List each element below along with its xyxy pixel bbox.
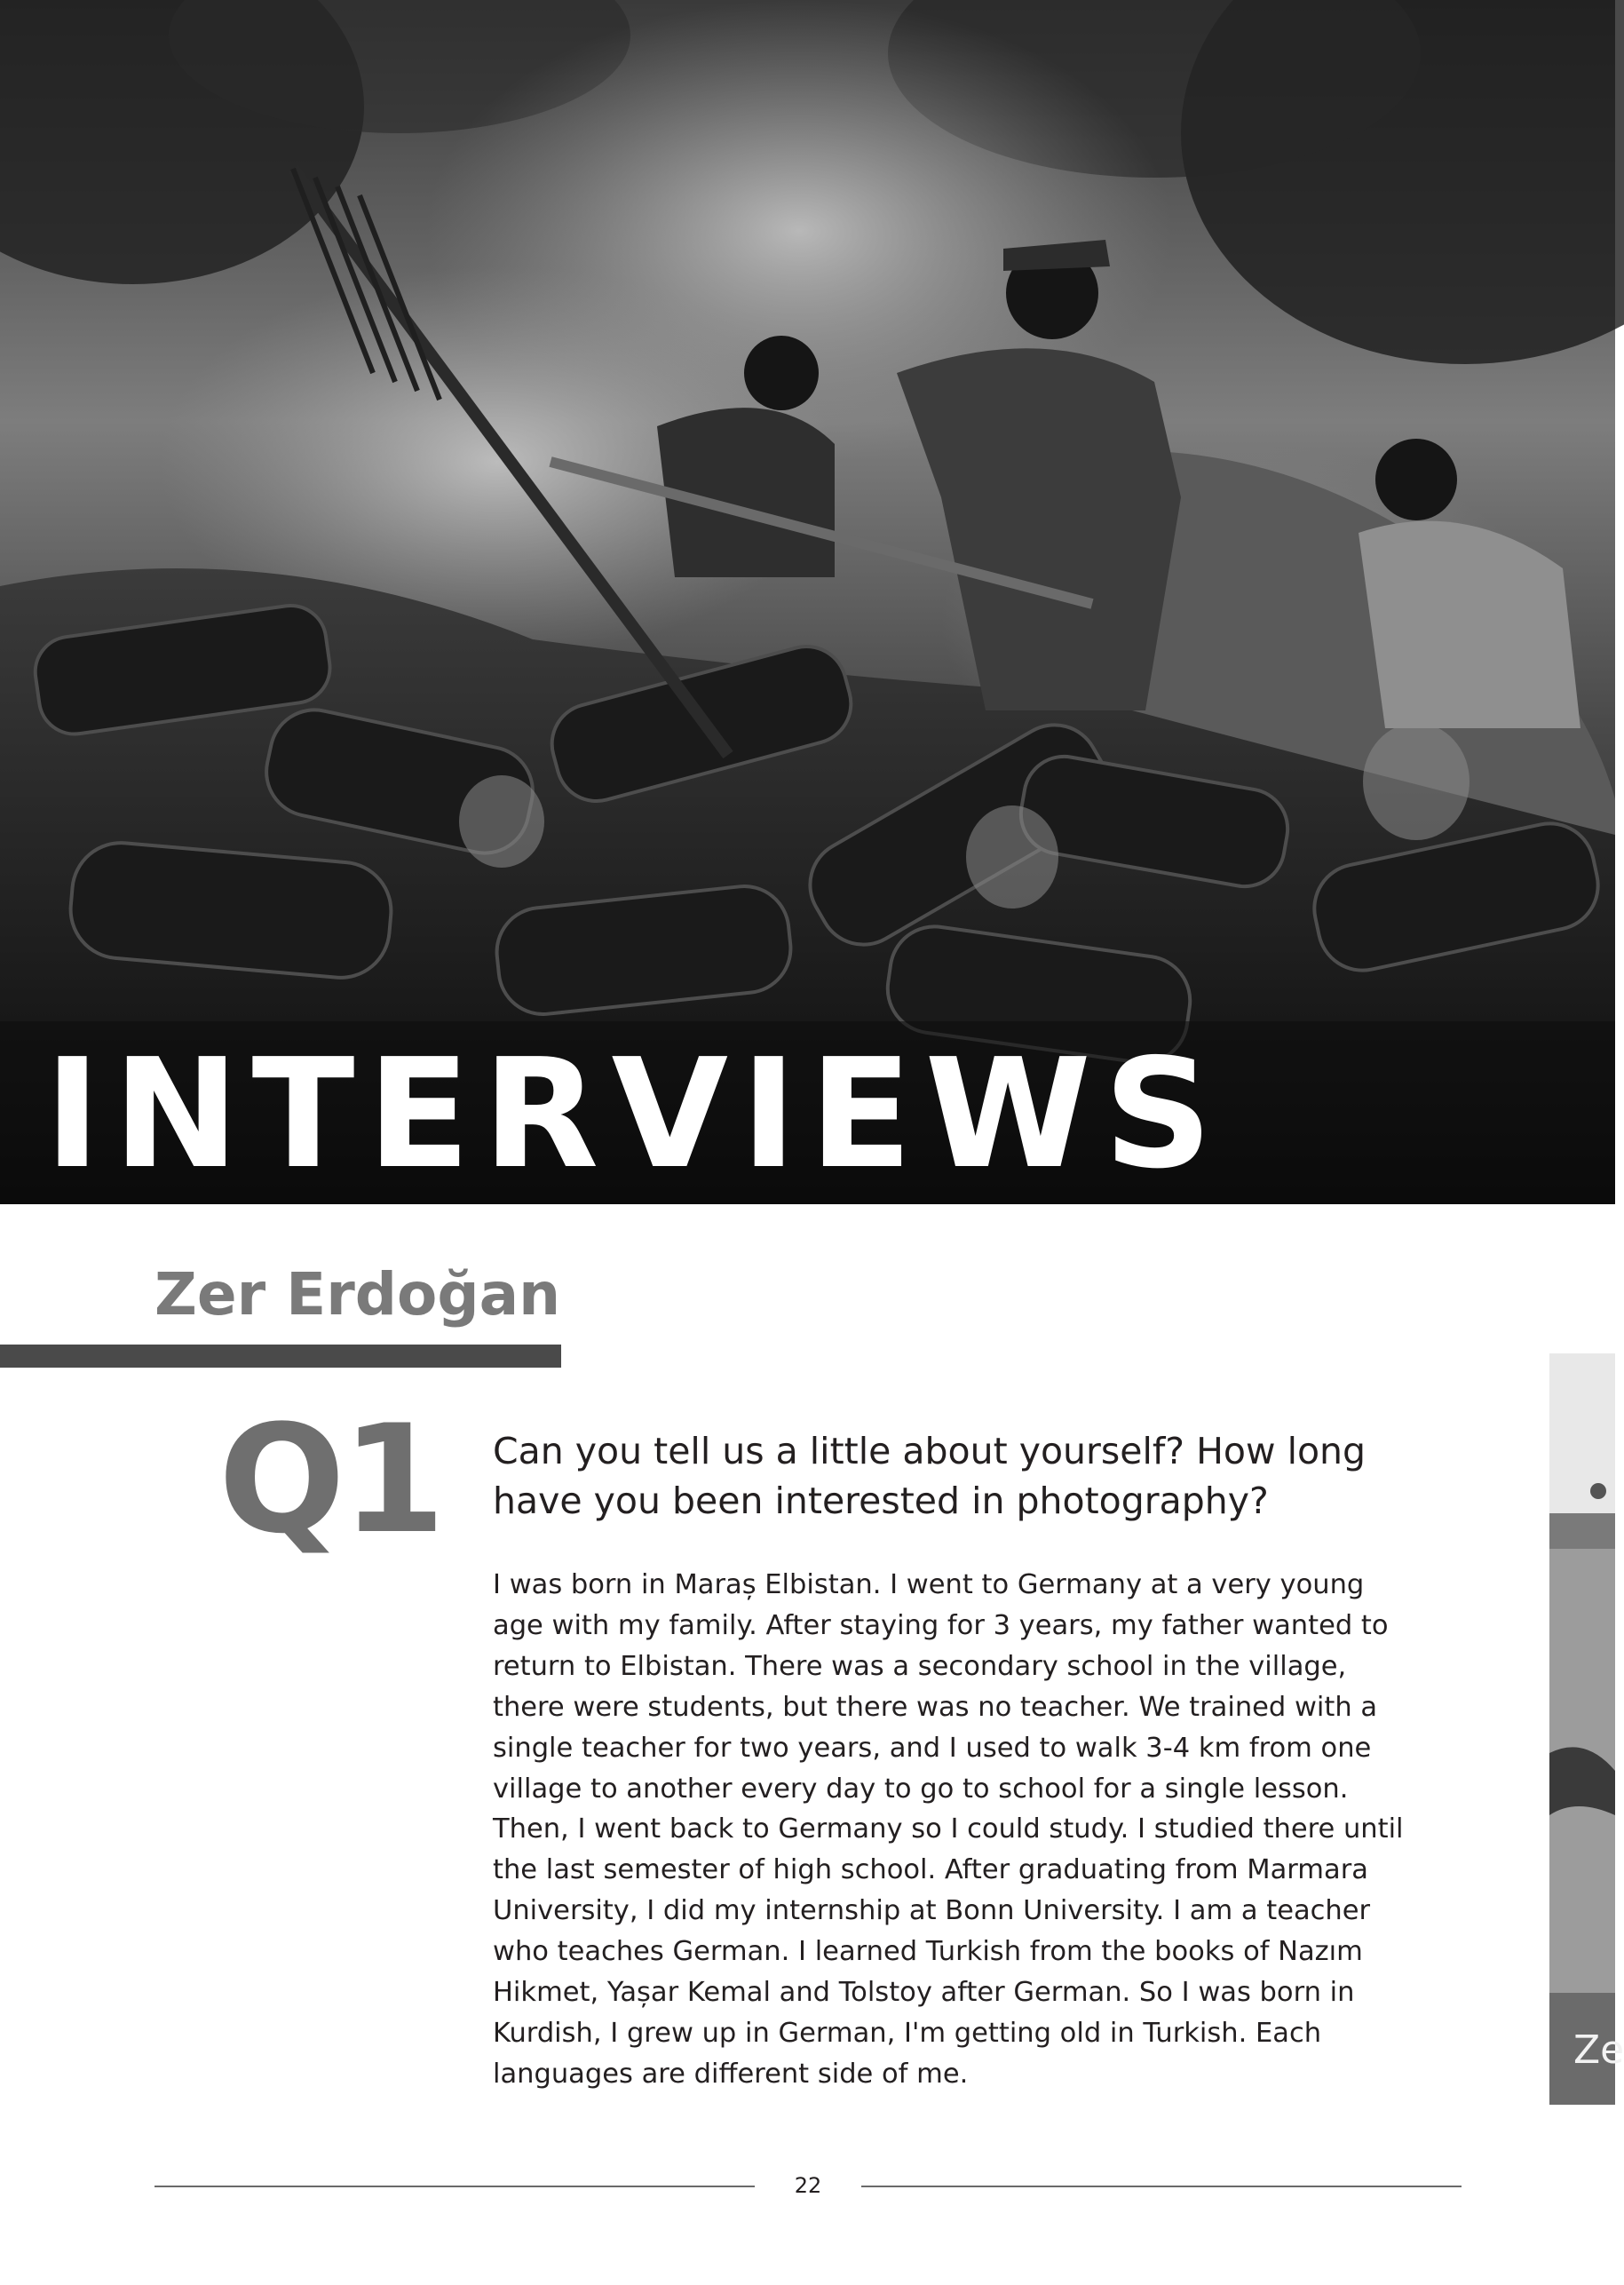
question-text: Can you tell us a little about yourself? How long have you been interested in photography?	[493, 1430, 1367, 1522]
page-number: 22	[794, 2173, 822, 2198]
name-underline-bar	[0, 1345, 561, 1368]
footer-rule-left	[154, 2186, 755, 2187]
interviewee-name: Zer Erdoğan	[154, 1260, 561, 1329]
question-number: Q1	[218, 1392, 442, 1567]
side-photo	[1549, 1353, 1624, 2105]
footer-rule-right	[861, 2186, 1462, 2187]
side-photo-image	[1549, 1353, 1615, 2105]
answer-text: I was born in Maraș Elbistan. I went to Germany at a very young age with my family. After staying for 3 years, my father wanted to return to Elbistan. There was a secondary school in the village, there were students, but there was no teacher. We trained with a single teacher for two years, and I used to walk 3-4 km from one village to another every day to go to school for a single lesson. Then, I went back to Germany so I could study. I studied there until the last semester of high school. After graduating from Marmara University, I did my internship at Bonn University. I am a teacher who teaches German. I learned Turkish from the books of Nazım Hikmet, Yașar Kemal and Tolstoy after German. So I was born in Kurdish, I grew up in German, I'm getting old in Turkish. Each languages are different side of me.	[493, 1569, 1404, 2090]
side-photo-caption: Ze	[1573, 2027, 1624, 2073]
section-title: INTERVIEWS	[44, 1027, 1225, 1202]
